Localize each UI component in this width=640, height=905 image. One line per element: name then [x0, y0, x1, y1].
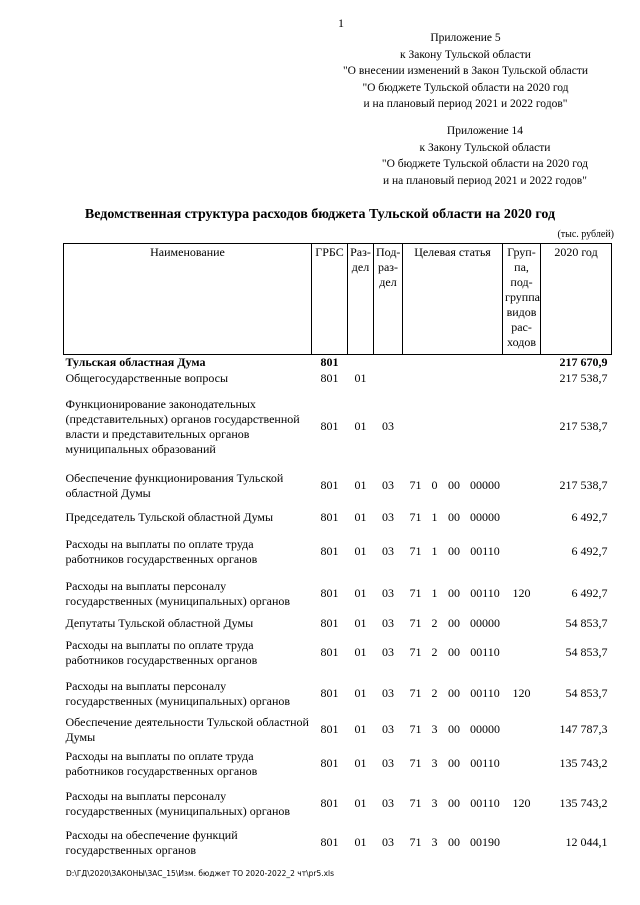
row-amount: 6 492,7	[571, 510, 608, 524]
row-code-vr	[503, 505, 541, 531]
row-amount: 135 743,2	[559, 756, 608, 770]
row-code-t3: 00	[448, 686, 460, 700]
appendix-line: Приложение 5	[430, 32, 501, 44]
row-code-grbs: 801	[320, 722, 339, 736]
header-name: Наименование	[64, 244, 312, 355]
table-row	[64, 633, 612, 673]
row-amount: 135 743,2	[559, 796, 608, 810]
row-code-t1	[403, 371, 429, 387]
row-code-t2: 1	[431, 510, 438, 524]
row-code-t1: 71	[409, 722, 422, 736]
row-code-pr: 03	[382, 616, 394, 630]
row-amount: 217 538,7	[559, 478, 608, 492]
row-code-rz: 01	[354, 510, 367, 524]
row-amount: 54 853,7	[565, 616, 608, 630]
appendix-line: и на плановый период 2021 и 2022 годов"	[382, 174, 587, 187]
table-body	[64, 355, 612, 861]
row-code-pr	[374, 371, 403, 387]
row-code-rz: 01	[354, 796, 367, 810]
row-code-t1: 71	[409, 835, 422, 849]
row-code-t2: 2	[431, 686, 438, 700]
row-code-t2: 2	[431, 616, 438, 630]
row-code-t3: 00	[448, 722, 460, 736]
header-target: Целевая статья	[403, 244, 503, 355]
row-name: Расходы на выплаты персоналу государственных (муниципальных) органов	[65, 788, 291, 818]
page-number: 1	[338, 16, 344, 30]
row-code-t4: 00190	[470, 835, 500, 849]
row-code-rz: 01	[354, 722, 367, 736]
row-code-t2: 3	[431, 796, 438, 810]
row-code-t2: 3	[431, 756, 438, 770]
row-code-rz: 01	[354, 616, 367, 630]
row-name: Расходы на выплаты по оплате труда работников государственных органов	[65, 748, 258, 778]
row-code-pr: 03	[382, 419, 394, 433]
row-code-t1: 71	[409, 756, 422, 770]
row-code-t3	[441, 355, 468, 371]
row-name: Депутаты Тульской областной Думы	[65, 616, 254, 630]
row-code-t4	[468, 371, 503, 387]
table-row	[64, 505, 612, 531]
row-code-vr	[503, 531, 541, 573]
row-code-rz: 01	[354, 645, 367, 659]
row-amount: 147 787,3	[559, 722, 608, 736]
row-code-vr: 120	[512, 586, 531, 600]
row-code-t2: 0	[431, 478, 438, 492]
row-code-t4: 00110	[470, 586, 500, 600]
header-grbs: ГРБС	[312, 244, 348, 355]
row-code-t3: 00	[448, 796, 460, 810]
row-code-vr: 120	[512, 686, 531, 700]
row-code-pr: 03	[382, 586, 394, 600]
appendix-line: "О бюджете Тульской области на 2020 год	[362, 81, 569, 94]
row-code-t1: 71	[409, 616, 422, 630]
table-row	[64, 371, 612, 387]
row-code-t3: 00	[448, 645, 460, 659]
table-row	[64, 715, 612, 745]
table-row	[64, 745, 612, 783]
row-name: Расходы на выплаты персоналу государственных (муниципальных) органов	[65, 678, 291, 708]
row-code-t1: 71	[409, 686, 422, 700]
row-code-pr	[374, 355, 403, 371]
row-name: Обеспечение функционирования Тульской областной Думы	[65, 470, 284, 500]
row-code-t4: 00110	[470, 645, 500, 659]
row-code-t3	[441, 387, 468, 467]
row-code-t4: 00000	[470, 478, 500, 492]
row-code-t1	[403, 387, 429, 467]
row-code-grbs: 801	[320, 586, 339, 600]
table-header-row	[64, 244, 612, 355]
row-code-vr	[503, 745, 541, 783]
row-code-vr	[503, 715, 541, 745]
header-razdel: Раз-дел	[348, 244, 374, 355]
unit-label: (тыс. рублей)	[557, 229, 614, 240]
table-row	[64, 573, 612, 615]
row-amount: 54 853,7	[565, 645, 608, 659]
row-code-pr: 03	[382, 796, 394, 810]
row-code-rz	[348, 355, 374, 371]
header-group: Груп-па, под-группа видов рас-ходов	[503, 244, 541, 355]
row-code-pr: 03	[382, 478, 394, 492]
row-code-grbs: 801	[320, 796, 339, 810]
row-code-pr: 03	[382, 510, 394, 524]
row-code-grbs: 801	[312, 355, 348, 371]
row-code-vr	[503, 825, 541, 861]
row-code-rz: 01	[354, 544, 367, 558]
row-code-rz: 01	[354, 835, 367, 849]
appendix-line: к Закону Тульской области	[400, 48, 531, 61]
row-name: Функционирование законодательных (представительных) органов государственной власти и представительных органов муниципальных образований	[65, 396, 300, 456]
row-name: Расходы на выплаты по оплате труда работников государственных органов	[65, 637, 258, 667]
row-name: Общегосударственные вопросы	[65, 371, 229, 385]
row-code-t1: 71	[409, 544, 422, 558]
row-code-rz: 01	[354, 686, 367, 700]
row-code-t4: 00110	[470, 756, 500, 770]
table-row	[64, 615, 612, 633]
table-row	[64, 531, 612, 573]
row-code-rz: 01	[354, 478, 367, 492]
row-code-t1: 71	[409, 510, 422, 524]
row-code-t3: 00	[448, 616, 460, 630]
row-code-pr: 03	[382, 686, 394, 700]
table-row	[64, 467, 612, 505]
row-code-t3: 00	[448, 756, 460, 770]
row-code-rz: 01	[354, 371, 367, 385]
row-code-t1: 71	[409, 586, 422, 600]
appendix-line: к Закону Тульской области	[419, 141, 551, 154]
row-amount: 217 670,9	[541, 355, 612, 371]
header-year: 2020 год	[541, 244, 612, 355]
row-amount: 54 853,7	[565, 686, 608, 700]
row-code-t3: 00	[448, 586, 460, 600]
row-name: Расходы на выплаты по оплате труда работников государственных органов	[65, 536, 258, 566]
row-code-t4: 00110	[470, 796, 500, 810]
file-path-footer: D:\ГД\2020\ЗАКОНЫ\ЗАС_15\Изм. бюджет ТО 2020-2022_2 чт\pr5.xls	[66, 869, 335, 878]
row-code-t3: 00	[448, 510, 460, 524]
row-code-pr: 03	[382, 645, 394, 659]
row-code-t1: 71	[409, 478, 422, 492]
appendix-line: "О бюджете Тульской области на 2020 год	[381, 158, 588, 170]
row-code-pr: 03	[382, 722, 394, 736]
row-code-vr: 120	[512, 796, 531, 810]
appendix-line: "О внесении изменений в Закон Тульской области	[342, 65, 588, 77]
row-name: Обеспечение деятельности Тульской областной Думы	[65, 714, 309, 744]
row-code-t3: 00	[448, 544, 460, 558]
row-code-grbs: 801	[320, 686, 339, 700]
row-code-t1: 71	[409, 645, 422, 659]
row-code-vr	[503, 355, 541, 371]
row-code-vr	[503, 615, 541, 633]
row-amount: 6 492,7	[571, 586, 608, 600]
row-code-grbs: 801	[320, 371, 339, 385]
appendix-14-heading	[382, 123, 588, 189]
table-row	[64, 783, 612, 825]
budget-table	[63, 243, 612, 861]
document-title: Ведомственная структура расходов бюджета Тульской области на 2020 год	[84, 207, 556, 222]
row-code-pr: 03	[382, 835, 394, 849]
row-code-grbs: 801	[320, 835, 339, 849]
row-code-t2: 1	[431, 586, 438, 600]
row-code-pr: 03	[382, 756, 394, 770]
row-amount: 217 538,7	[559, 419, 608, 433]
row-name: Расходы на выплаты персоналу государственных (муниципальных) органов	[65, 578, 291, 608]
row-code-t4: 00110	[470, 544, 500, 558]
row-code-grbs: 801	[320, 419, 339, 433]
row-code-vr	[503, 467, 541, 505]
row-code-vr	[503, 387, 541, 467]
appendix-5-heading	[343, 30, 588, 113]
table-row	[64, 387, 612, 467]
row-code-t4: 00110	[470, 686, 500, 700]
table-row	[64, 355, 612, 371]
row-code-rz: 01	[354, 756, 367, 770]
row-code-vr	[503, 371, 541, 387]
row-code-t3	[441, 371, 468, 387]
row-amount: 217 538,7	[559, 371, 608, 385]
row-code-t4: 00000	[470, 722, 500, 736]
row-code-vr	[503, 633, 541, 673]
row-code-pr: 03	[382, 544, 394, 558]
row-code-t4	[468, 355, 503, 371]
row-code-t2	[429, 371, 441, 387]
row-code-rz: 01	[354, 419, 367, 433]
appendix-line: и на плановый период 2021 и 2022 годов"	[363, 98, 568, 110]
appendix-line: Приложение 14	[446, 125, 523, 137]
row-code-t3: 00	[448, 478, 460, 492]
row-code-t4	[468, 387, 503, 467]
row-code-t3: 00	[448, 835, 460, 849]
row-code-t4: 00000	[470, 616, 500, 630]
row-code-t2	[429, 355, 441, 371]
row-code-grbs: 801	[320, 544, 339, 558]
row-code-t4: 00000	[470, 510, 500, 524]
row-code-grbs: 801	[320, 478, 339, 492]
row-code-t2: 2	[431, 645, 438, 659]
row-code-grbs: 801	[320, 510, 339, 524]
row-code-grbs: 801	[320, 756, 339, 770]
header-podrazdel: Под-раз-дел	[374, 244, 403, 355]
row-code-rz: 01	[354, 586, 367, 600]
row-name: Председатель Тульской областной Думы	[65, 510, 274, 524]
row-code-t1: 71	[409, 796, 422, 810]
row-amount: 6 492,7	[571, 544, 608, 558]
row-code-t1	[403, 355, 429, 371]
row-code-t2: 1	[431, 544, 438, 558]
row-code-t2: 3	[431, 722, 438, 736]
table-row	[64, 673, 612, 715]
row-amount: 12 044,1	[565, 835, 608, 849]
row-code-grbs: 801	[320, 616, 339, 630]
row-code-t2	[429, 387, 441, 467]
row-code-grbs: 801	[320, 645, 339, 659]
row-name: Тульская областная Дума	[65, 355, 206, 370]
row-name: Расходы на обеспечение функций государственных органов	[65, 827, 238, 857]
row-code-t2: 3	[431, 835, 438, 849]
table-row	[64, 825, 612, 861]
